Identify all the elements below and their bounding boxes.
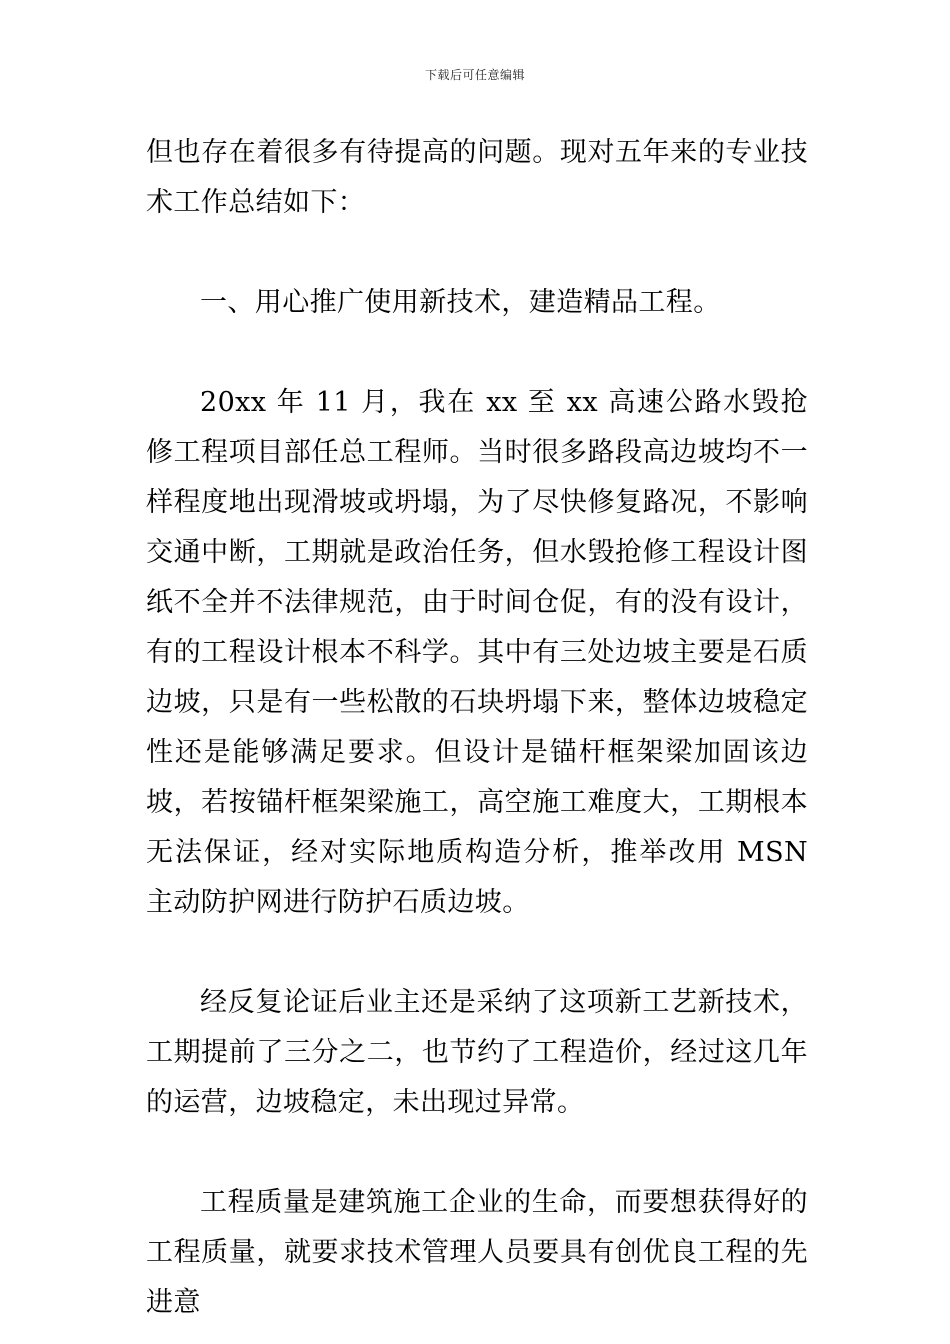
paragraph-gap — [146, 1128, 808, 1178]
page-header: 下载后可任意编辑 — [424, 68, 525, 82]
paragraph-gap — [146, 228, 808, 278]
paragraph-project: 20xx 年 11 月，我在 xx 至 xx 高速公路水毁抢修工程项目部任总工程师。当时很多路段高边坡均不一样程度地出现滑坡或坍塌，为了尽快修复路况，不影响交通中断，工期就是政治任务，但水毁抢修工程设计图纸不全并不法律规范，由于时间仓促，有的没有设计，有的工程设计根本不科学。其中有三处边坡主要是石质边坡，只是有一些松散的石块坍塌下来，整体边坡稳定性还是能够满足要求。但设计是锚杆框架梁加固该边坡，若按锚杆框架梁施工，高空施工难度大，工期根本无法保证，经对实际地质构造分析，推举改用 MSN 主动防护网进行防护石质边坡。 — [146, 387, 808, 918]
paragraph-continuation: 但也存在着很多有待提高的问题。现对五年来的专业技术工作总结如下： — [146, 137, 808, 218]
paragraph-result: 经反复论证后业主还是采纳了这项新工艺新技术，工期提前了三分之二，也节约了工程造价，经过这几年的运营，边坡稳定，未出现过异常。 — [146, 987, 808, 1118]
paragraph-gap — [146, 328, 808, 378]
paragraph-quality: 工程质量是建筑施工企业的生命，而要想获得好的工程质量，就要求技术管理人员要具有创优良工程的先进意 — [146, 1187, 808, 1318]
section-heading: 一、用心推广使用新技术，建造精品工程。 — [200, 287, 721, 318]
paragraph-gap — [146, 928, 808, 978]
document-body — [146, 128, 808, 1328]
